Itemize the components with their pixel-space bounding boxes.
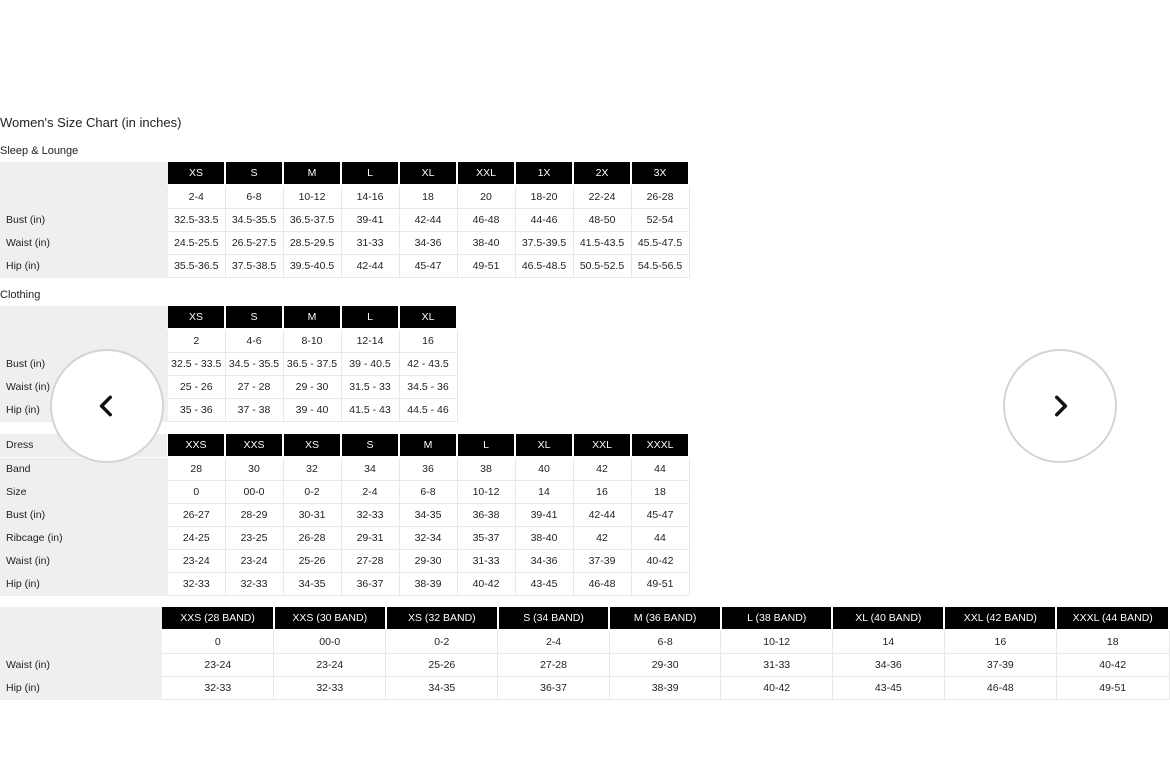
size-header-cell: XXL (42 BAND)	[944, 607, 1056, 630]
size-header-cell: XS	[168, 162, 226, 185]
table-cell: 23-25	[225, 527, 283, 550]
table-cell: 32.5 - 33.5	[168, 353, 226, 376]
table-cell: 22-24	[573, 185, 631, 209]
size-header-cell: XXS (28 BAND)	[162, 607, 274, 630]
sleep-lounge-table	[0, 162, 690, 278]
table-cell: 31-33	[457, 550, 515, 573]
table-cell: 52-54	[631, 209, 689, 232]
table-cell: 40-42	[721, 677, 832, 700]
table-row	[0, 677, 1169, 700]
table-cell: 34-36	[399, 232, 457, 255]
header-row	[0, 607, 1169, 630]
size-header-cell: XS	[168, 306, 226, 329]
table-row	[0, 481, 689, 504]
table-cell: 48-50	[573, 209, 631, 232]
next-button[interactable]	[1003, 349, 1117, 463]
table-cell: 18	[631, 481, 689, 504]
row-label: Ribcage (in)	[0, 527, 168, 550]
table-cell: 38-40	[515, 527, 573, 550]
size-header-cell: S	[225, 162, 283, 185]
table-cell: 54.5-56.5	[631, 255, 689, 278]
table-cell: 46-48	[944, 677, 1056, 700]
size-header-cell: XL	[399, 306, 457, 329]
table-row	[0, 654, 1169, 677]
table-cell: 39.5-40.5	[283, 255, 341, 278]
table-cell: 36.5 - 37.5	[283, 353, 341, 376]
table-cell: 28-29	[225, 504, 283, 527]
label-header-cell	[0, 162, 168, 185]
table-cell: 32-33	[274, 677, 386, 700]
table-cell: 44	[631, 457, 689, 481]
row-label	[0, 630, 162, 654]
label-header-cell	[0, 607, 162, 630]
table-cell: 32.5-33.5	[168, 209, 226, 232]
table-cell: 27 - 28	[225, 376, 283, 399]
table-cell: 27-28	[498, 654, 610, 677]
table-cell: 10-12	[721, 630, 832, 654]
table-cell: 36-38	[457, 504, 515, 527]
table-cell: 14	[832, 630, 944, 654]
size-header-cell: XXS	[225, 434, 283, 457]
size-header-cell: 2X	[573, 162, 631, 185]
table-cell: 46.5-48.5	[515, 255, 573, 278]
table-cell: 37.5-38.5	[225, 255, 283, 278]
table-cell: 28.5-29.5	[283, 232, 341, 255]
size-header-cell: 1X	[515, 162, 573, 185]
table-cell: 44-46	[515, 209, 573, 232]
row-label: Bust (in)	[0, 353, 168, 376]
table-row	[0, 209, 689, 232]
table-cell: 20	[457, 185, 515, 209]
table-cell: 40-42	[1056, 654, 1169, 677]
table-cell: 0	[168, 481, 226, 504]
table-cell: 32-33	[162, 677, 274, 700]
table-cell: 2-4	[341, 481, 399, 504]
table-row	[0, 255, 689, 278]
table-cell: 6-8	[609, 630, 721, 654]
size-header-cell: M	[283, 306, 341, 329]
table-cell: 10-12	[283, 185, 341, 209]
table-cell: 6-8	[399, 481, 457, 504]
table-cell: 40-42	[631, 550, 689, 573]
table-cell: 42	[573, 457, 631, 481]
header-row	[0, 162, 689, 185]
table-cell: 24-25	[168, 527, 226, 550]
table-cell: 10-12	[457, 481, 515, 504]
table-cell: 42-44	[399, 209, 457, 232]
row-label: Band	[0, 457, 168, 481]
table-cell: 42 - 43.5	[399, 353, 457, 376]
table-cell: 41.5 - 43	[341, 399, 399, 422]
table-cell: 0-2	[386, 630, 498, 654]
table-cell: 32-33	[168, 573, 226, 596]
size-header-cell: XXS	[168, 434, 226, 457]
table-cell: 38-39	[609, 677, 721, 700]
table-cell: 41.5-43.5	[573, 232, 631, 255]
size-header-cell: XS (32 BAND)	[386, 607, 498, 630]
table-cell: 32-34	[399, 527, 457, 550]
table-cell: 34-35	[399, 504, 457, 527]
table-cell: 37-39	[573, 550, 631, 573]
table-cell: 34-35	[386, 677, 498, 700]
chevron-right-icon	[1047, 393, 1073, 419]
table-cell: 49-51	[631, 573, 689, 596]
row-label: Waist (in)	[0, 654, 162, 677]
size-header-cell: L	[457, 434, 515, 457]
size-header-cell: L	[341, 306, 399, 329]
table-cell: 18-20	[515, 185, 573, 209]
table-cell: 0	[162, 630, 274, 654]
table-cell: 32	[283, 457, 341, 481]
size-header-cell: 3X	[631, 162, 689, 185]
size-header-cell: M (36 BAND)	[609, 607, 721, 630]
table-cell: 16	[573, 481, 631, 504]
row-label: Waist (in)	[0, 376, 168, 399]
table-row	[0, 550, 689, 573]
table-cell: 36.5-37.5	[283, 209, 341, 232]
table-cell: 2-4	[498, 630, 610, 654]
row-label: Bust (in)	[0, 504, 168, 527]
table-cell: 45-47	[399, 255, 457, 278]
table-cell: 29-30	[609, 654, 721, 677]
size-header-cell: L	[341, 162, 399, 185]
row-label: Size	[0, 481, 168, 504]
table-cell: 34.5-35.5	[225, 209, 283, 232]
section-label-dress: Dress	[0, 434, 168, 457]
table-cell: 42-44	[341, 255, 399, 278]
size-header-cell: XXL	[457, 162, 515, 185]
label-header-cell	[0, 306, 168, 329]
table-cell: 31-33	[341, 232, 399, 255]
table-cell: 2	[168, 329, 226, 353]
table-cell: 25-26	[283, 550, 341, 573]
table-cell: 29-31	[341, 527, 399, 550]
table-cell: 23-24	[225, 550, 283, 573]
table-row	[0, 630, 1169, 654]
table-cell: 16	[944, 630, 1056, 654]
table-cell: 50.5-52.5	[573, 255, 631, 278]
table-cell: 34.5 - 36	[399, 376, 457, 399]
table-cell: 43-45	[832, 677, 944, 700]
size-header-cell: XXXL	[631, 434, 689, 457]
row-label	[0, 185, 168, 209]
table-cell: 35-37	[457, 527, 515, 550]
table-cell: 36	[399, 457, 457, 481]
size-header-cell: S (34 BAND)	[498, 607, 610, 630]
row-label: Waist (in)	[0, 550, 168, 573]
table-cell: 23-24	[162, 654, 274, 677]
table-cell: 35.5-36.5	[168, 255, 226, 278]
table-row	[0, 573, 689, 596]
table-cell: 32-33	[341, 504, 399, 527]
header-row	[0, 306, 457, 329]
table-cell: 12-14	[341, 329, 399, 353]
table-cell: 32-33	[225, 573, 283, 596]
table-cell: 34-36	[832, 654, 944, 677]
table-cell: 38-40	[457, 232, 515, 255]
size-header-cell: XL	[515, 434, 573, 457]
size-header-cell: XXXL (44 BAND)	[1056, 607, 1169, 630]
table-row	[0, 504, 689, 527]
row-label: Hip (in)	[0, 677, 162, 700]
table-cell: 39 - 40	[283, 399, 341, 422]
table-cell: 34	[341, 457, 399, 481]
table-cell: 14	[515, 481, 573, 504]
section-label-clothing: Clothing	[0, 289, 41, 301]
table-cell: 16	[399, 329, 457, 353]
table-cell: 18	[1056, 630, 1169, 654]
row-label: Hip (in)	[0, 399, 168, 422]
table-cell: 26-28	[283, 527, 341, 550]
table-cell: 43-45	[515, 573, 573, 596]
size-header-cell: S	[225, 306, 283, 329]
table-row	[0, 232, 689, 255]
table-cell: 39-41	[341, 209, 399, 232]
table-cell: 42-44	[573, 504, 631, 527]
chevron-left-icon	[94, 393, 120, 419]
table-cell: 2-4	[168, 185, 226, 209]
size-header-cell: XXL	[573, 434, 631, 457]
table-cell: 46-48	[457, 209, 515, 232]
table-cell: 46-48	[573, 573, 631, 596]
page-title: Women's Size Chart (in inches)	[0, 115, 182, 130]
table-cell: 37-39	[944, 654, 1056, 677]
table-cell: 40	[515, 457, 573, 481]
table-cell: 26-27	[168, 504, 226, 527]
table-cell: 0-2	[283, 481, 341, 504]
table-cell: 40-42	[457, 573, 515, 596]
table-cell: 00-0	[225, 481, 283, 504]
size-header-cell: M	[399, 434, 457, 457]
row-label: Bust (in)	[0, 209, 168, 232]
table-cell: 26-28	[631, 185, 689, 209]
table-cell: 44	[631, 527, 689, 550]
table-cell: 38-39	[399, 573, 457, 596]
table-cell: 31-33	[721, 654, 832, 677]
table-row	[0, 329, 457, 353]
table-cell: 34.5 - 35.5	[225, 353, 283, 376]
table-cell: 28	[168, 457, 226, 481]
table-cell: 34-36	[515, 550, 573, 573]
size-header-cell: L (38 BAND)	[721, 607, 832, 630]
table-cell: 45-47	[631, 504, 689, 527]
table-cell: 34-35	[283, 573, 341, 596]
table-cell: 23-24	[168, 550, 226, 573]
table-cell: 31.5 - 33	[341, 376, 399, 399]
table-cell: 4-6	[225, 329, 283, 353]
row-label: Waist (in)	[0, 232, 168, 255]
table-cell: 37.5-39.5	[515, 232, 573, 255]
table-cell: 49-51	[1056, 677, 1169, 700]
table-cell: 8-10	[283, 329, 341, 353]
row-label: Hip (in)	[0, 573, 168, 596]
table-row	[0, 185, 689, 209]
table-cell: 38	[457, 457, 515, 481]
table-cell: 29 - 30	[283, 376, 341, 399]
table-cell: 6-8	[225, 185, 283, 209]
size-header-cell: XS	[283, 434, 341, 457]
size-header-cell: XL	[399, 162, 457, 185]
table-cell: 18	[399, 185, 457, 209]
size-header-cell: XXS (30 BAND)	[274, 607, 386, 630]
size-header-cell: XL (40 BAND)	[832, 607, 944, 630]
band-size-table	[0, 607, 1170, 700]
table-cell: 49-51	[457, 255, 515, 278]
table-cell: 36-37	[498, 677, 610, 700]
size-header-cell: S	[341, 434, 399, 457]
table-cell: 39 - 40.5	[341, 353, 399, 376]
table-cell: 29-30	[399, 550, 457, 573]
table-cell: 30-31	[283, 504, 341, 527]
table-cell: 39-41	[515, 504, 573, 527]
table-cell: 00-0	[274, 630, 386, 654]
table-cell: 37 - 38	[225, 399, 283, 422]
table-cell: 23-24	[274, 654, 386, 677]
prev-button[interactable]	[50, 349, 164, 463]
table-cell: 44.5 - 46	[399, 399, 457, 422]
row-label	[0, 329, 168, 353]
section-label-sleep: Sleep & Lounge	[0, 145, 79, 157]
size-header-cell: M	[283, 162, 341, 185]
table-cell: 30	[225, 457, 283, 481]
table-cell: 42	[573, 527, 631, 550]
table-cell: 45.5-47.5	[631, 232, 689, 255]
table-cell: 27-28	[341, 550, 399, 573]
table-cell: 14-16	[341, 185, 399, 209]
table-cell: 26.5-27.5	[225, 232, 283, 255]
table-row	[0, 527, 689, 550]
row-label: Hip (in)	[0, 255, 168, 278]
table-cell: 24.5-25.5	[168, 232, 226, 255]
table-cell: 25-26	[386, 654, 498, 677]
table-cell: 35 - 36	[168, 399, 226, 422]
table-cell: 36-37	[341, 573, 399, 596]
table-cell: 25 - 26	[168, 376, 226, 399]
